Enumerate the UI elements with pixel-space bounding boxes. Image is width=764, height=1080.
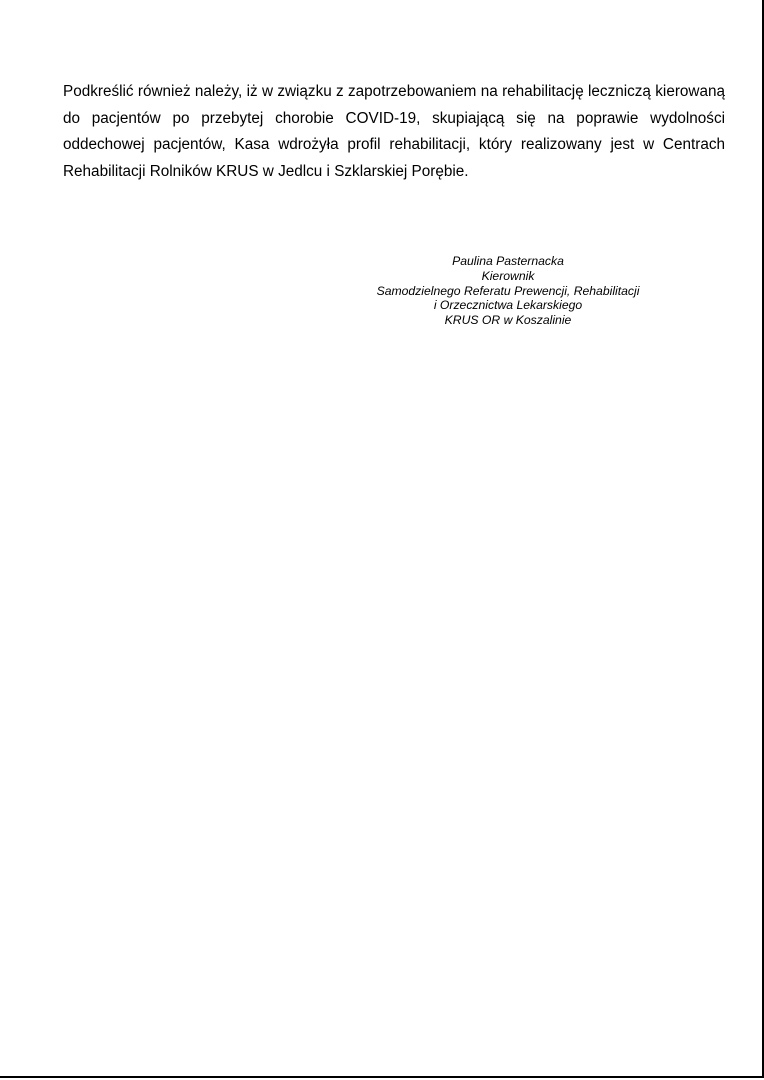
signatory-name: Paulina Pasternacka <box>452 254 564 268</box>
signature-block <box>360 254 656 328</box>
signatory-organization: KRUS OR w Koszalinie <box>444 313 572 328</box>
signatory-unit-line-1: Samodzielnego Referatu Prewencji, Rehabilitacji <box>376 283 640 298</box>
signatory-unit-line-2: i Orzecznictwa Lekarskiego <box>433 298 583 313</box>
signatory-position: Kierownik <box>481 268 535 283</box>
body-paragraph: Podkreślić również należy, iż w związku z zapotrzebowaniem na rehabilitację leczniczą kierowaną do pacjentów po przebytej chorobie COVID-19, skupiającą się na poprawie wydolności oddechowej pacjentów, Kasa wdrożyła profil rehabilitacji, który realizowany jest w Centrach Rehabilitacji Rolników KRUS w Jedlcu i Szklarskiej Porębie. <box>63 83 725 180</box>
